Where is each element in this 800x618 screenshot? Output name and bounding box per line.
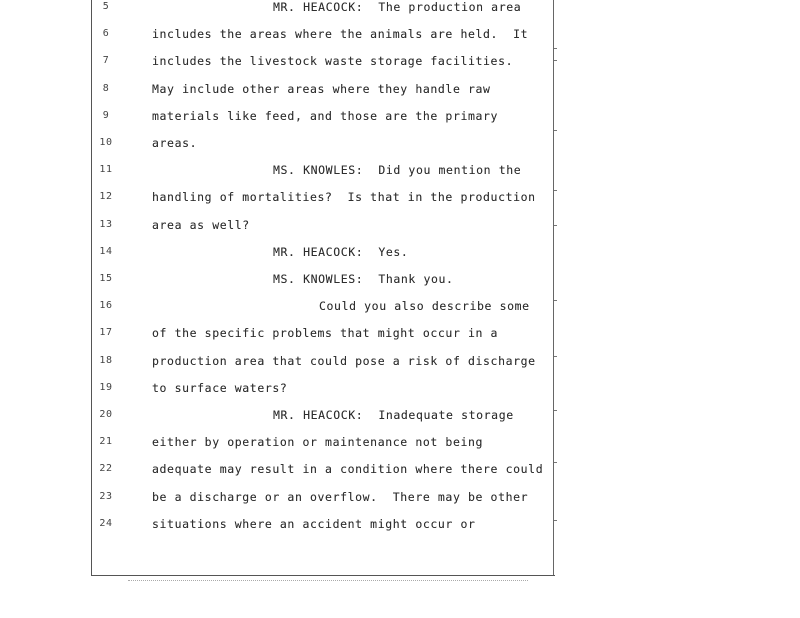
- line-number: 12: [99, 191, 113, 203]
- speaker-line-text: MS. KNOWLES: Did you mention the: [273, 163, 522, 178]
- line-number: 24: [99, 517, 113, 529]
- line-number: 7: [102, 55, 110, 67]
- line-text: includes the livestock waste storage facilities.: [152, 54, 514, 69]
- line-text: materials like feed, and those are the primary: [152, 108, 499, 123]
- line-number: 10: [99, 137, 113, 148]
- right-margin-ticks: [554, 0, 558, 576]
- line-number: 23: [99, 490, 113, 502]
- line-text: May include other areas where they handle raw: [152, 81, 491, 96]
- line-number: 18: [99, 354, 113, 366]
- line-number: 17: [99, 327, 113, 339]
- speaker-line-text: MR. HEACOCK: Inadequate storage: [273, 408, 514, 422]
- speaker-line-text: MS. KNOWLES: Thank you.: [273, 272, 454, 286]
- line-number: 6: [102, 28, 110, 40]
- line-text: production area that could pose a risk of discharge: [152, 353, 536, 368]
- line-number: 5: [102, 1, 110, 12]
- line-number: 14: [99, 245, 113, 257]
- line-text: of the specific problems that might occur in a: [152, 326, 499, 341]
- line-text: either by operation or maintenance not being: [152, 435, 484, 450]
- line-number: 8: [102, 82, 110, 94]
- line-number: 13: [99, 218, 113, 230]
- line-text: be a discharge or an overflow. There may be other: [152, 489, 529, 504]
- line-text: areas.: [152, 136, 198, 150]
- left-margin-rule: [91, 0, 92, 576]
- line-number: 16: [99, 300, 113, 312]
- line-number: 9: [102, 109, 110, 121]
- line-text: situations where an accident might occur or: [152, 516, 476, 531]
- line-number: 20: [99, 409, 113, 420]
- line-number: 21: [99, 436, 113, 448]
- line-text: adequate may result in a condition where there could: [152, 462, 544, 477]
- speaker-line-text: MR. HEACOCK: Yes.: [273, 244, 409, 259]
- line-text: Could you also describe some: [319, 299, 530, 314]
- line-number: 15: [99, 273, 113, 284]
- line-number: 11: [99, 164, 113, 176]
- line-number: 22: [99, 463, 113, 475]
- line-number: 19: [99, 381, 113, 393]
- speaker-line-text: MR. HEACOCK: The production area: [273, 0, 522, 14]
- line-text: includes the areas where the animals are held. It: [152, 27, 529, 42]
- footer-rule: [128, 578, 528, 581]
- line-text: to surface waters?: [152, 380, 288, 395]
- line-text: handling of mortalities? Is that in the production: [152, 190, 536, 205]
- bottom-margin-rule: [91, 575, 555, 576]
- line-text: area as well?: [152, 217, 250, 232]
